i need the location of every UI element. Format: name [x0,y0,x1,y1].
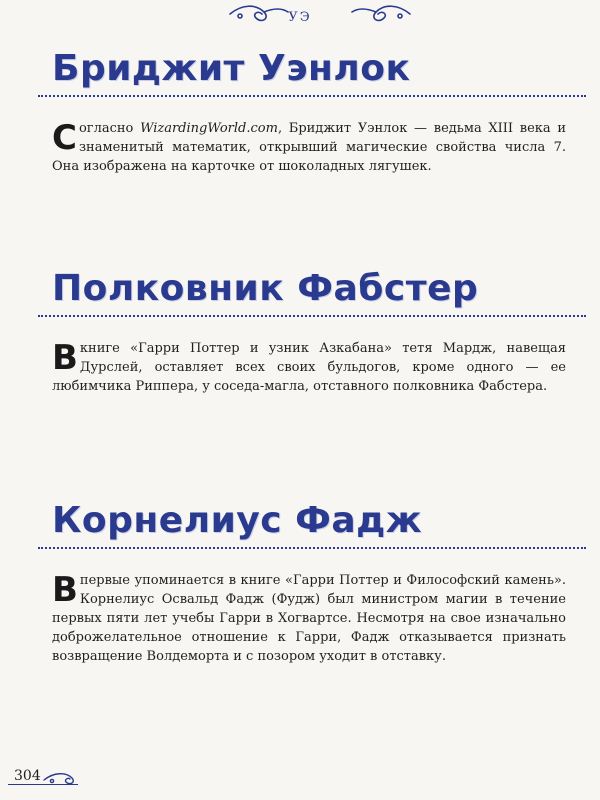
dotted-divider [38,315,586,317]
drop-cap: В [52,570,78,610]
section-fabster [48,268,568,396]
section-title: Корнелиус Фадж [52,500,423,541]
section-fudge [48,500,568,666]
running-header: УЭ [288,10,312,25]
dotted-divider [38,547,586,549]
section-paragraph [52,571,566,666]
section-title: Полковник Фабстер [52,268,479,309]
paragraph-text: книге «Гарри Поттер и узник Азкабана» тетя Мардж, навещая Дурслей, оставляет всех своих бульдогов, кроме одного — ее любимчика Риппера, у соседа-магла, отставного полковника Фабстера. [52,341,566,394]
section-title: Бриджит Уэнлок [52,48,411,89]
footer-ornament-icon [42,768,92,788]
paragraph-text: , Бриджит Уэнлок — ведьма XIII века и знаменитый математик, открывший магические свойства числа 7. Она изображена на карточке от шоколадных лягушек. [52,121,566,174]
section-paragraph [52,339,566,396]
page-number: 304 [14,768,41,784]
section-paragraph [52,119,566,176]
paragraph-italic-text: WizardingWorld.com [140,121,278,136]
drop-cap: С [52,118,77,158]
paragraph-text: первые упоминается в книге «Гарри Поттер и Философский камень». Корнелиус Освальд Фадж (Фудж) был министром магии в течение первых пяти лет учебы Гарри в Хогвартсе. Несмотря на свое изначально доброжелательное отношение к Гарри, Фадж отказывается признать возвращение Волдеморта и с позором уходит в отставку. [52,573,566,664]
drop-cap: В [52,338,78,378]
dotted-divider [38,95,586,97]
footer-rule [8,784,78,785]
section-wenlock [48,48,568,176]
paragraph-text: огласно [78,121,141,136]
